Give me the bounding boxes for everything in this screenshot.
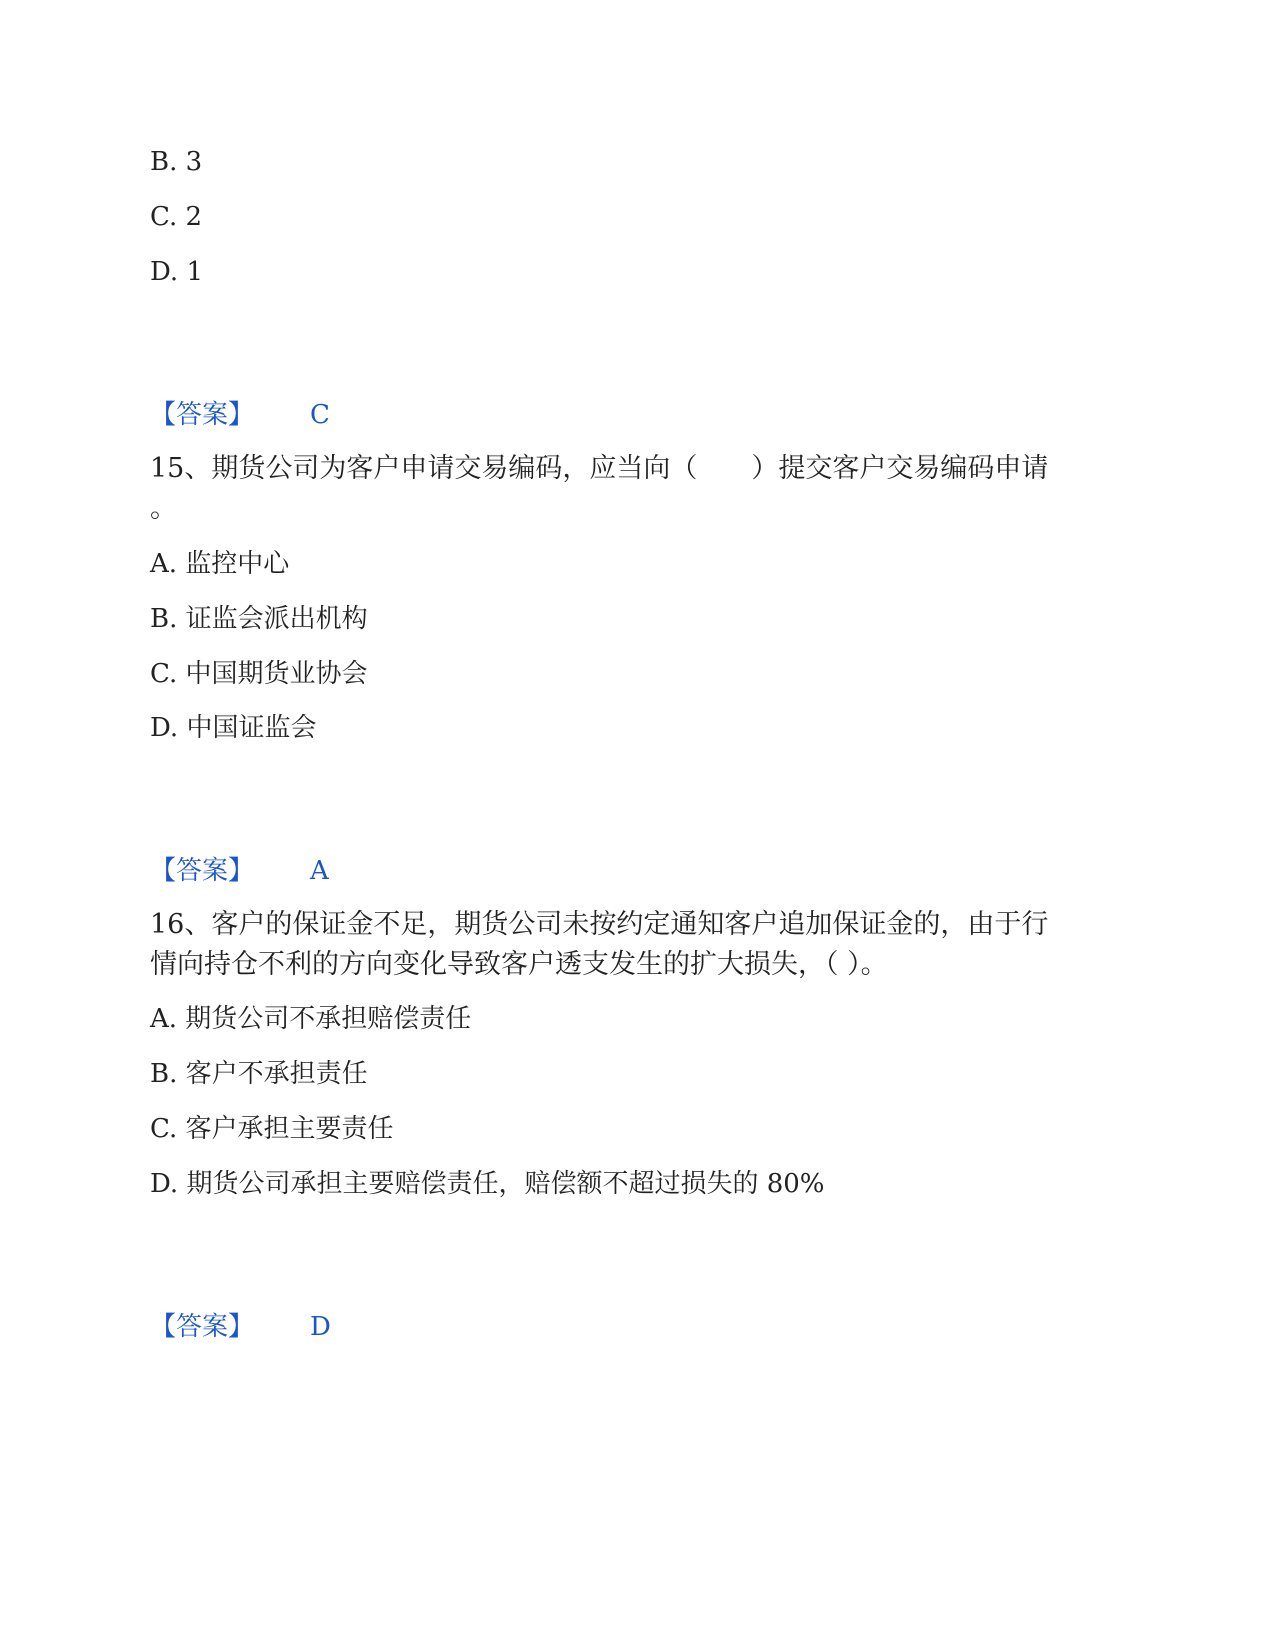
q16-answer-label: 【答案】 — [150, 1312, 255, 1342]
q15-option-a: A. 监控中心 — [150, 549, 290, 579]
q15-answer-value: A — [310, 856, 329, 886]
q15-answer-row — [150, 854, 329, 888]
q16-answer-row — [150, 1310, 331, 1344]
q14-option-c: C. 2 — [150, 202, 203, 232]
q14-answer-row — [150, 398, 330, 432]
q16-option-d: D. 期货公司承担主要赔偿责任，赔偿额不超过损失的 80% — [150, 1169, 825, 1199]
q14-option-b: B. 3 — [150, 147, 203, 177]
q15-option-b: B. 证监会派出机构 — [150, 604, 368, 634]
q14-option-d: D. 1 — [150, 257, 203, 287]
q14-answer-value: C — [310, 400, 330, 430]
q16-text-line2: 情向持仓不利的方向变化导致客户透支发生的扩大损失，（ ）。 — [150, 949, 888, 980]
q15-answer-label: 【答案】 — [150, 856, 255, 886]
q16-option-c: C. 客户承担主要责任 — [150, 1114, 394, 1144]
q15-option-d: D. 中国证监会 — [150, 713, 317, 743]
q16-option-a: A. 期货公司不承担赔偿责任 — [150, 1004, 472, 1034]
q16-text-line1: 16、客户的保证金不足，期货公司未按约定通知客户追加保证金的，由于行 — [150, 909, 1049, 940]
q15-text-line1: 15、期货公司为客户申请交易编码，应当向（ ）提交客户交易编码申请 — [150, 453, 1049, 484]
q15-text-line2: 。 — [150, 493, 177, 524]
q14-answer-label: 【答案】 — [150, 400, 255, 430]
q16-answer-value: D — [310, 1312, 331, 1342]
q16-option-b: B. 客户不承担责任 — [150, 1059, 368, 1089]
q15-option-c: C. 中国期货业协会 — [150, 659, 368, 689]
